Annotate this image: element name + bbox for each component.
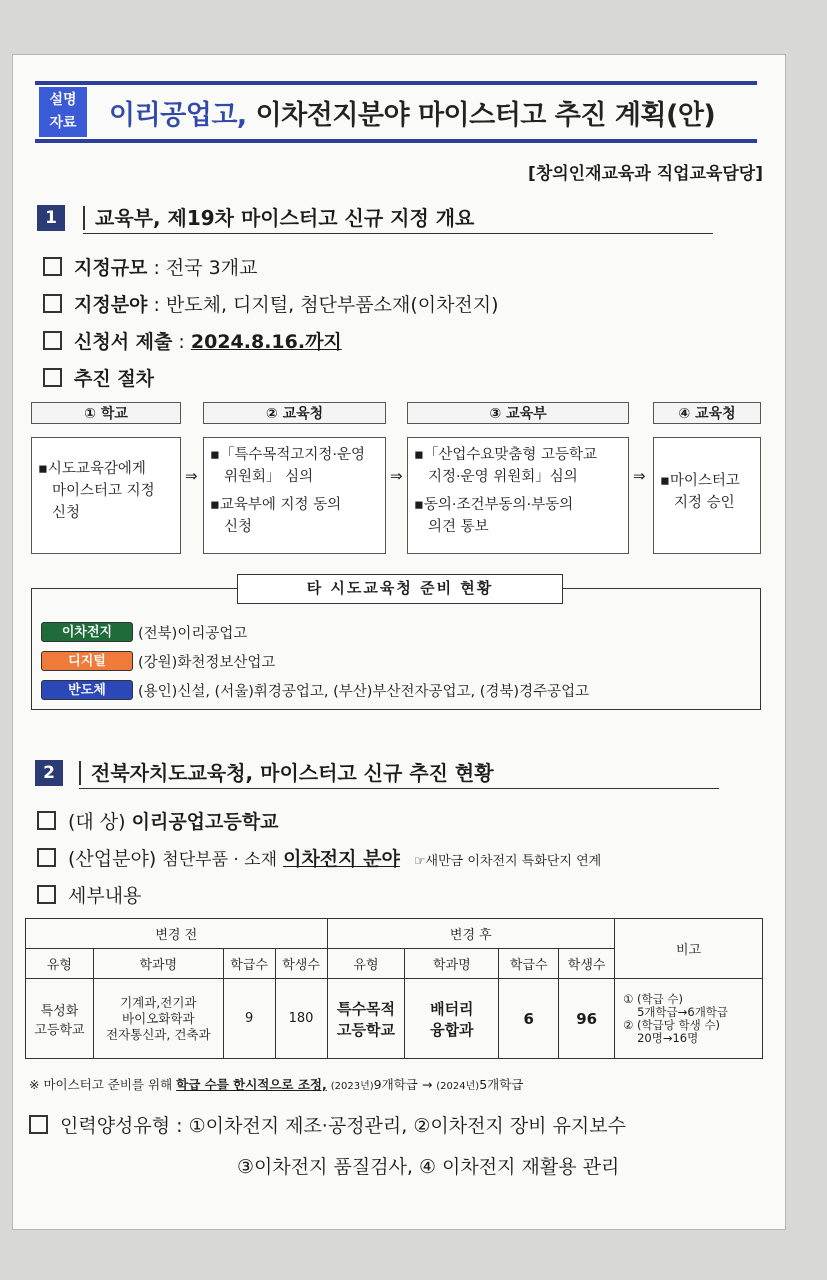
checkbox-icon: [37, 885, 56, 904]
change-table: [25, 918, 763, 1059]
after-header: 변경 후: [327, 919, 615, 949]
document-sheet: [12, 54, 786, 1230]
checkbox-icon: [43, 294, 62, 313]
scale-item: 지정규모 : 전국 3개교: [43, 253, 257, 280]
step-4-box: ▪마이스터고 지정 승인: [653, 437, 761, 554]
before-classes-cell: 9: [223, 979, 275, 1059]
section-1-title: 교육부, 제19차 마이스터고 신규 지정 개요: [83, 206, 474, 230]
step-2-box: ▪「특수목적고지정·운영 위원회」 심의 ▪교육부에 지정 동의 신청: [203, 437, 386, 554]
after-dept-cell: 배터리 융합과: [405, 979, 499, 1059]
other-province-row: (전북)이리공업고: [138, 626, 248, 642]
badge-line-1: 설명: [49, 92, 77, 108]
tag-battery: 이차전지: [41, 622, 133, 642]
explanation-badge: [39, 87, 87, 137]
before-dept-cell: 기계과,전기과 바이오화학과 전자통신과, 건축과: [93, 979, 223, 1059]
checkbox-icon: [43, 368, 62, 387]
tag-semiconductor: 반도체: [41, 680, 133, 700]
before-header: 변경 전: [26, 919, 328, 949]
section-2-number: 2: [35, 760, 63, 786]
after-type-cell: 특수목적 고등학교: [327, 979, 405, 1059]
checkbox-icon: [29, 1115, 48, 1134]
field-item: 지정분야 : 반도체, 디지털, 첨단부품소재(이차전지): [43, 290, 499, 317]
training-item: 인력양성유형 : ①이차전지 제조·공정관리, ②이차전지 장비 유지보수: [29, 1111, 626, 1138]
other-province-row: (용인)신설, (서울)휘경공업고, (부산)부산전자공업고, (경북)경주공업고: [138, 684, 590, 700]
step-2-head: ② 교육청: [203, 402, 386, 424]
step-4-head: ④ 교육청: [653, 402, 761, 424]
header-rule-top: [35, 81, 757, 85]
after-classes-cell: 6: [499, 979, 559, 1059]
target-item: (대 상) 이리공업고등학교: [37, 807, 278, 834]
column-header: 학과명: [405, 949, 499, 979]
arrow-icon: ⇒: [185, 467, 198, 485]
checkbox-icon: [37, 811, 56, 830]
badge-line-2: 자료: [49, 115, 77, 131]
column-header: 학생수: [275, 949, 327, 979]
title-rest: 이차전지분야 마이스터고 추진 계획(안): [246, 100, 716, 131]
header-rule-bottom: [35, 139, 757, 143]
before-type-cell: 특성화 고등학교: [26, 979, 94, 1059]
footnote: ※ 마이스터고 준비를 위해 학급 수를 한시적으로 조정, (2023년)9개학급 → (2024년)5개학급: [29, 1077, 524, 1092]
arrow-icon: ⇒: [390, 467, 403, 485]
section-1-number: 1: [37, 205, 65, 231]
column-header: 유형: [26, 949, 94, 979]
procedure-item: 추진 절차: [43, 364, 154, 391]
section-2-rule: [79, 788, 719, 789]
step-3-head: ③ 교육부: [407, 402, 629, 424]
deadline-item: 신청서 제출 : 2024.8.16.까지: [43, 327, 342, 354]
column-header: 유형: [327, 949, 405, 979]
training-line-2: ③이차전지 품질검사, ④ 이차전지 재활용 관리: [237, 1156, 620, 1178]
industry-item: (산업분야) 첨단부품 · 소재 이차전지 분야 ☞새만금 이차전지 특화단지 연계: [37, 844, 601, 871]
other-province-title: 타 시도교육청 준비 현황: [237, 574, 563, 604]
checkbox-icon: [37, 848, 56, 867]
checkbox-icon: [43, 257, 62, 276]
detail-item: 세부내용: [37, 881, 141, 908]
column-header: 학급수: [223, 949, 275, 979]
section-1-rule: [83, 233, 713, 234]
remark-header: 비고: [615, 919, 763, 979]
title-highlight: 이리공업고,: [109, 100, 247, 131]
column-header: 학급수: [499, 949, 559, 979]
department-label: [창의인재교육과 직업교육담당]: [528, 164, 763, 184]
page-title: [109, 93, 715, 132]
step-1-box: ▪시도교육감에게 마이스터고 지정 신청: [31, 437, 181, 554]
step-1-head: ① 학교: [31, 402, 181, 424]
remark-cell: ① (학급 수) 5개학급→6개학급 ② (학급당 학생 수) 20명→16명: [615, 979, 763, 1059]
other-province-row: (강원)화천정보산업고: [138, 655, 276, 671]
checkbox-icon: [43, 331, 62, 350]
arrow-icon: ⇒: [633, 467, 646, 485]
before-students-cell: 180: [275, 979, 327, 1059]
column-header: 학과명: [93, 949, 223, 979]
section-2-title: 전북자치도교육청, 마이스터고 신규 추진 현황: [79, 761, 494, 785]
after-students-cell: 96: [559, 979, 615, 1059]
tag-digital: 디지털: [41, 651, 133, 671]
step-3-box: ▪「산업수요맞춤형 고등학교 지정·운영 위원회」심의 ▪동의·조건부동의·부동의 의견 통보: [407, 437, 629, 554]
column-header: 학생수: [559, 949, 615, 979]
